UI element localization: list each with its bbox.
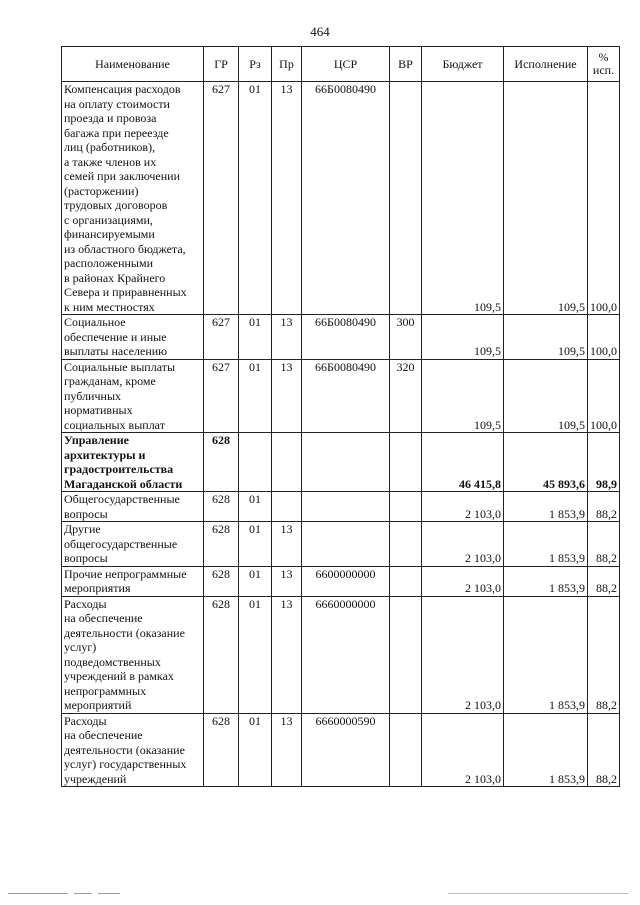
row-name-line: Севера и приравненных xyxy=(64,285,187,299)
row-name-line: вопросы xyxy=(64,506,108,521)
row-pr: 13 xyxy=(272,315,302,360)
row-name-line: гражданам, кроме xyxy=(64,374,156,388)
row-name-line: социальных выплат xyxy=(64,417,165,432)
row-name-line: вопросы xyxy=(64,551,108,565)
row-name-line: из областного бюджета, xyxy=(64,241,186,256)
row-name-line: к ним местностях xyxy=(64,299,155,314)
header-gr: ГР xyxy=(204,47,239,82)
row-gr: 627 xyxy=(204,315,239,360)
row-pr xyxy=(272,433,302,492)
row-pr: 13 xyxy=(272,522,302,567)
row-name-line: градостроительства xyxy=(64,462,174,476)
row-vr xyxy=(390,713,422,787)
table-row xyxy=(62,359,620,433)
row-name-line: Расходы xyxy=(64,713,107,728)
row-budget: 109,5 xyxy=(422,82,504,315)
row-name-line: семей при заключении xyxy=(64,169,181,183)
row-budget: 109,5 xyxy=(422,359,504,433)
row-name-line: обеспечение и иные xyxy=(64,329,167,344)
row-vr xyxy=(390,522,422,567)
row-pct: 100,0 xyxy=(588,315,620,360)
page-number: 464 xyxy=(310,24,330,39)
row-name-line: финансируемыми xyxy=(64,227,155,241)
row-gr: 627 xyxy=(204,82,239,315)
table-row xyxy=(62,492,620,522)
header-vr: ВР xyxy=(390,47,422,82)
row-name xyxy=(62,359,204,433)
row-csr: 6600000000 xyxy=(302,566,390,596)
row-name-line: услуг) государственных xyxy=(64,757,187,771)
row-name-line: публичных xyxy=(64,388,121,403)
table-row xyxy=(62,596,620,713)
row-budget: 109,5 xyxy=(422,315,504,360)
row-name-line: Социальное xyxy=(64,315,126,329)
row-vr xyxy=(390,492,422,522)
row-rz: 01 xyxy=(239,713,272,787)
row-name-line: на обеспечение xyxy=(64,611,143,625)
row-name-line: Управление xyxy=(64,433,129,447)
row-name-line: Другие xyxy=(64,522,101,536)
row-rz: 01 xyxy=(239,315,272,360)
row-name-line: непрограммных xyxy=(64,683,147,698)
header-execution: Исполнение xyxy=(504,47,588,82)
row-execution: 1 853,9 xyxy=(504,596,588,713)
header-rz: Рз xyxy=(239,47,272,82)
row-pct: 88,2 xyxy=(588,713,620,787)
row-name-line: Расходы xyxy=(64,596,107,611)
header-percent-label: исп. xyxy=(592,63,615,77)
row-rz: 01 xyxy=(239,522,272,567)
row-name xyxy=(62,596,204,713)
row-vr: 300 xyxy=(390,315,422,360)
row-name-line: расположенными xyxy=(64,256,153,270)
row-csr: 66Б0080490 xyxy=(302,315,390,360)
row-pr: 13 xyxy=(272,713,302,787)
header-name: Наименование xyxy=(62,47,204,82)
row-execution: 109,5 xyxy=(504,82,588,315)
row-vr xyxy=(390,82,422,315)
row-name-line: мероприятия xyxy=(64,581,131,595)
row-rz: 01 xyxy=(239,492,272,522)
row-pct: 88,2 xyxy=(588,522,620,567)
row-pr: 13 xyxy=(272,359,302,433)
row-name-line: Социальные выплаты xyxy=(64,359,176,374)
row-pct: 88,2 xyxy=(588,596,620,713)
row-name-line: Магаданской области xyxy=(64,476,183,491)
row-csr: 66Б0080490 xyxy=(302,359,390,433)
row-pct: 88,2 xyxy=(588,492,620,522)
row-name-line: на обеспечение xyxy=(64,728,143,742)
row-budget: 2 103,0 xyxy=(422,522,504,567)
header-csr: ЦСР xyxy=(302,47,390,82)
row-name-line: трудовых договоров xyxy=(64,198,168,212)
row-gr: 628 xyxy=(204,433,239,492)
row-pct: 100,0 xyxy=(588,82,620,315)
row-execution: 45 893,6 xyxy=(504,433,588,492)
row-execution: 1 853,9 xyxy=(504,492,588,522)
row-execution: 1 853,9 xyxy=(504,713,588,787)
row-pr: 13 xyxy=(272,596,302,713)
row-name xyxy=(62,433,204,492)
row-name xyxy=(62,82,204,315)
row-name xyxy=(62,566,204,596)
row-pct: 88,2 xyxy=(588,566,620,596)
row-vr xyxy=(390,433,422,492)
row-rz: 01 xyxy=(239,566,272,596)
row-execution: 1 853,9 xyxy=(504,566,588,596)
header-percent xyxy=(588,47,620,82)
row-rz: 01 xyxy=(239,596,272,713)
row-name-line: лиц (работников), xyxy=(64,140,156,154)
table-row xyxy=(62,566,620,596)
row-gr: 628 xyxy=(204,492,239,522)
row-csr: 66Б0080490 xyxy=(302,82,390,315)
row-vr: 320 xyxy=(390,359,422,433)
header-pr: Пр xyxy=(272,47,302,82)
row-execution: 109,5 xyxy=(504,359,588,433)
row-name-line: общегосударственные xyxy=(64,536,178,551)
table-row xyxy=(62,713,620,787)
row-name-line: учреждений в рамках xyxy=(64,669,174,683)
row-vr xyxy=(390,596,422,713)
row-name xyxy=(62,522,204,567)
header-row xyxy=(62,47,620,82)
row-csr: 6660000590 xyxy=(302,713,390,787)
row-name-line: деятельности (оказание xyxy=(64,625,185,640)
row-name xyxy=(62,492,204,522)
header-percent-sign: % xyxy=(598,50,609,64)
row-name-line: Компенсация расходов xyxy=(64,82,181,96)
row-gr: 628 xyxy=(204,566,239,596)
row-name-line: (расторжении) xyxy=(64,183,139,198)
row-pct: 98,9 xyxy=(588,433,620,492)
table-row xyxy=(62,315,620,360)
row-name-line: Прочие непрограммные xyxy=(64,566,187,581)
header-budget: Бюджет xyxy=(422,47,504,82)
row-name-line: архитектуры и xyxy=(64,447,146,462)
row-budget: 2 103,0 xyxy=(422,566,504,596)
row-budget: 2 103,0 xyxy=(422,596,504,713)
row-execution: 1 853,9 xyxy=(504,522,588,567)
row-csr xyxy=(302,492,390,522)
row-name-line: услуг) xyxy=(64,640,97,654)
row-name xyxy=(62,315,204,360)
table-row xyxy=(62,82,620,315)
row-csr xyxy=(302,522,390,567)
row-name-line: багажа при переезде xyxy=(64,125,169,140)
row-gr: 628 xyxy=(204,596,239,713)
row-name-line: мероприятий xyxy=(64,698,132,712)
table-row xyxy=(62,433,620,492)
row-name-line: на оплату стоимости xyxy=(64,96,170,111)
row-name-line: Общегосударственные xyxy=(64,492,180,506)
table-row xyxy=(62,522,620,567)
row-name-line: проезда и провоза xyxy=(64,111,157,125)
row-name-line: с организациями, xyxy=(64,212,153,227)
row-execution: 109,5 xyxy=(504,315,588,360)
row-gr: 627 xyxy=(204,359,239,433)
row-budget: 2 103,0 xyxy=(422,492,504,522)
row-csr: 6660000000 xyxy=(302,596,390,713)
row-budget: 46 415,8 xyxy=(422,433,504,492)
row-name xyxy=(62,713,204,787)
row-name-line: в районах Крайнего xyxy=(64,270,166,285)
row-pr: 13 xyxy=(272,82,302,315)
row-rz: 01 xyxy=(239,359,272,433)
row-name-line: а также членов их xyxy=(64,154,157,169)
row-gr: 628 xyxy=(204,522,239,567)
footer-scan-marks xyxy=(8,893,628,897)
budget-table xyxy=(61,46,620,787)
row-pct: 100,0 xyxy=(588,359,620,433)
row-name-line: подведомственных xyxy=(64,654,161,669)
row-pr xyxy=(272,492,302,522)
row-rz: 01 xyxy=(239,82,272,315)
row-name-line: деятельности (оказание xyxy=(64,742,185,757)
row-gr: 628 xyxy=(204,713,239,787)
row-name-line: учреждений xyxy=(64,771,127,786)
row-pr: 13 xyxy=(272,566,302,596)
row-name-line: выплаты населению xyxy=(64,344,168,358)
row-name-line: нормативных xyxy=(64,403,133,417)
row-csr xyxy=(302,433,390,492)
row-budget: 2 103,0 xyxy=(422,713,504,787)
row-rz xyxy=(239,433,272,492)
row-vr xyxy=(390,566,422,596)
